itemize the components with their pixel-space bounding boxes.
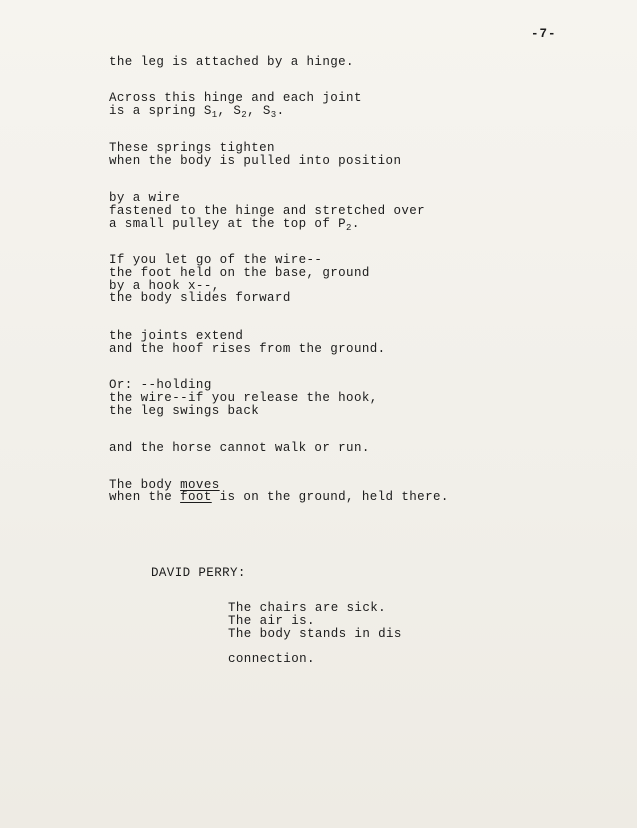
stanza-line: the leg is attached by a hinge. bbox=[109, 55, 354, 69]
stanza-line: by a hook x--, bbox=[109, 279, 220, 293]
stanza-line: If you let go of the wire-- bbox=[109, 253, 323, 267]
stanza-line: and the hoof rises from the ground. bbox=[109, 342, 386, 356]
pulley-line: a small pulley at the top of $P_2$. bbox=[109, 217, 360, 233]
stanza-line: Across this hinge and each joint bbox=[109, 91, 362, 105]
page-number: -7- bbox=[531, 27, 557, 41]
poem-line: The body stands in dis bbox=[228, 627, 402, 641]
poem-line: The chairs are sick. bbox=[228, 601, 387, 615]
stanza-line: fastened to the hinge and stretched over bbox=[109, 204, 426, 218]
stanza-line: the foot held on the base, ground bbox=[109, 266, 370, 280]
stanza-line: These springs tighten bbox=[109, 141, 275, 155]
stanza-line: the leg swings back bbox=[109, 404, 260, 418]
poem-line: The air is. bbox=[228, 614, 315, 628]
poem-line: connection. bbox=[228, 652, 315, 666]
moves-line: The body moves bbox=[109, 478, 220, 492]
stanza-line: when the body is pulled into position bbox=[109, 154, 402, 168]
foot-line: when the foot is on the ground, held there. bbox=[109, 490, 449, 504]
stanza-line: Or: --holding bbox=[109, 378, 212, 392]
stanza-line: the wire--if you release the hook, bbox=[109, 391, 378, 405]
stanza-line: by a wire bbox=[109, 191, 181, 205]
stanza-line: the body slides forward bbox=[109, 291, 291, 305]
stanza-line: and the horse cannot walk or run. bbox=[109, 441, 370, 455]
author-heading: DAVID PERRY: bbox=[151, 566, 246, 580]
spring-line: is a spring $S_1$, $S_2$, $S_3$. bbox=[109, 104, 285, 120]
stanza-line: the joints extend bbox=[109, 329, 244, 343]
